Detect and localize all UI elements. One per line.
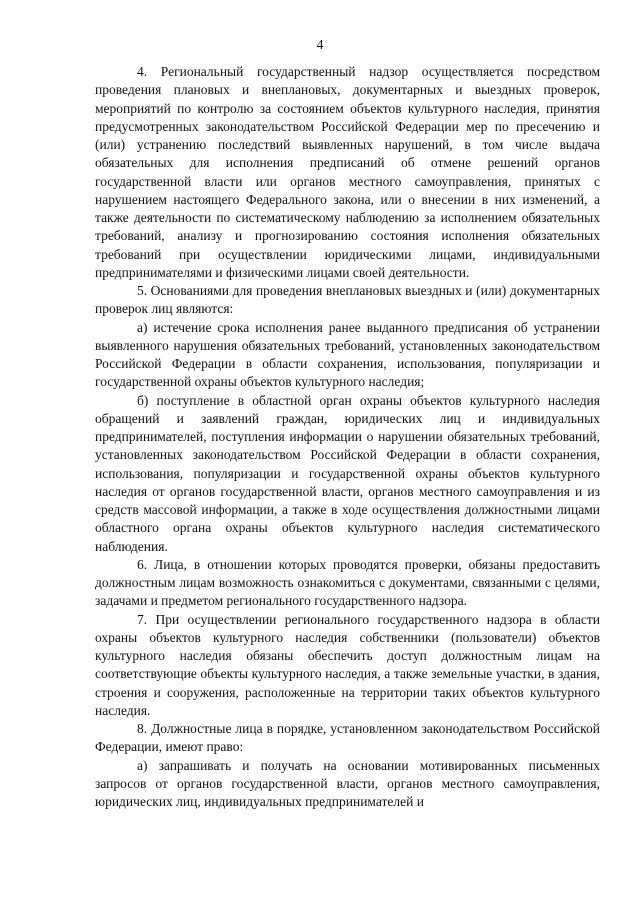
paragraph-4: 4. Региональный государственный надзор осуществляется посредством проведения плановых и внеплановых, документарных и выездных проверок, мероприятий по контролю за состоянием объектов культурного наследия, принятия предусмотренных законодательством Российской Федерации мер по пресечению и (или) устранению последствий выявленных нарушений, в том числе выдача обязательных для исполнения предписаний об отмене решений органов государственной власти или органов местного самоуправления, принятых с нарушением настоящего Федерального закона, или о внесении в них изменений, а также деятельности по систематическому наблюдению за исполнением обязательных требований, анализу и прогнозированию состояния исполнения обязательных требований при осуществлении юридическими лицами, индивидуальными предпринимателями и физическими лицами своей деятельности.	[95, 64, 600, 280]
paragraph-5b: б) поступление в областной орган охраны объектов культурного наследия обращений и заявлений граждан, юридических лиц и индивидуальных предпринимателей, поступления информации о нарушении обязательных требований, установленных законодательством Российской Федерации в области сохранения, использования, популяризации и государственной охраны объектов культурного наследия от органов государственной власти, органов местного самоуправления и из средств массовой информации, а также в ходе осуществления должностными лицами областного органа охраны объектов культурного наследия систематического наблюдения.	[95, 392, 600, 554]
paragraph-7: 7. При осуществлении регионального государственного надзора в области охраны объектов культурного наследия собственники (пользователи) объектов культурного наследия обязаны обеспечить доступ должностным лицам на соответствующие объекты культурного наследия, а также земельные участки, в здания, строения и сооружения, расположенные на территории таких объектов культурного наследия.	[95, 611, 600, 718]
paragraph-8: 8. Должностные лица в порядке, установленном законодательством Российской Федерации, имеют право:	[95, 721, 600, 755]
document-body	[95, 63, 600, 811]
paragraph-5a: а) истечение срока исполнения ранее выданного предписания об устранении выявленного нарушения обязательных требований, установленных законодательством Российской Федерации в области сохранения, использования, популяризации и государственной охраны объектов культурного наследия;	[95, 319, 600, 390]
paragraph-5: 5. Основаниями для проведения внеплановых выездных и (или) документарных проверок лиц являются:	[95, 283, 600, 317]
page-number: 4	[316, 37, 324, 52]
paragraph-6: 6. Лица, в отношении которых проводятся проверки, обязаны предоставить должностным лицам возможность ознакомиться с документами, связанными с целями, задачами и предметом регионального государственного надзора.	[95, 556, 600, 609]
paragraph-8a: а) запрашивать и получать на основании мотивированных письменных запросов от органов государственной власти, органов местного самоуправления, юридических лиц, индивидуальных предпринимателей и	[95, 757, 600, 809]
